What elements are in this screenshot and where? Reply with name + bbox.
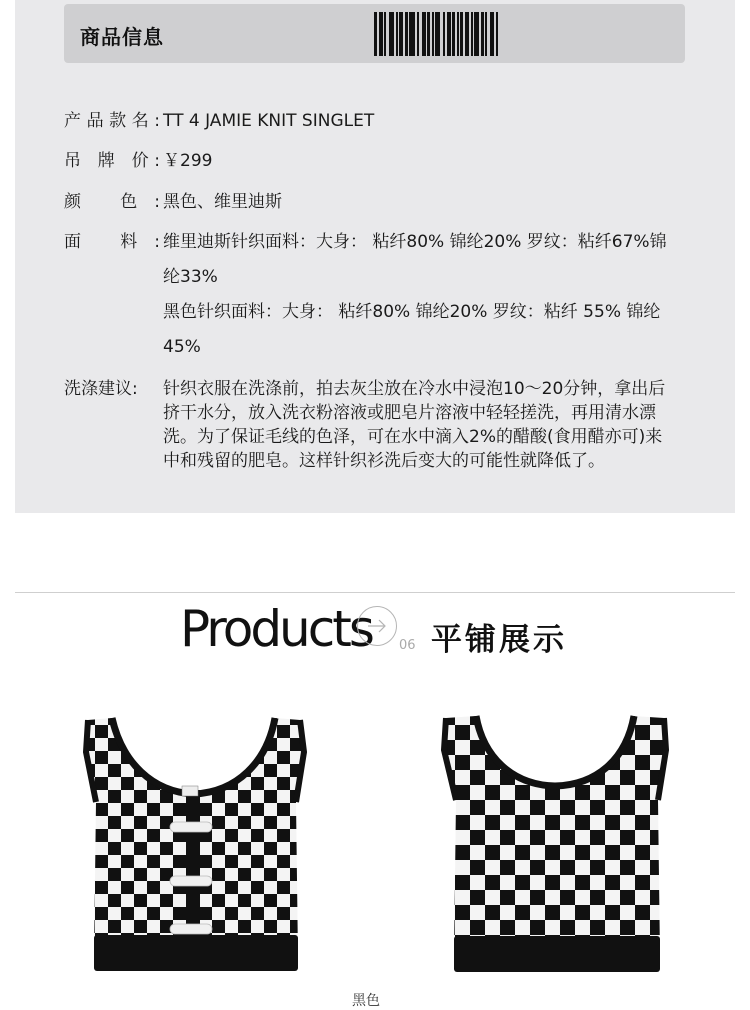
products-title: Products [180,600,372,658]
spec-value-line: 纶33% [163,267,218,287]
spec-value-line: 黑色针织面料：大身： 粘纤80% 锦纶20% 罗纹：粘纤 55% 锦纶 [163,302,661,322]
spec-label: 吊 牌 价: [64,151,160,171]
spec-label: 产品款名: [64,111,160,131]
barcode-icon [374,12,674,56]
spec-label: 颜 色: [64,192,160,212]
section-divider [15,592,735,593]
spec-value [163,377,690,473]
spec-value-line: 针织衣服在洗涤前，拍去灰尘放在冷水中浸泡10～20分钟，拿出后 [163,379,666,399]
product-info-header [64,4,685,63]
spec-value-line: 洗。为了保证毛线的色泽，可在水中滴入2%的醋酸(食用醋亦可)来 [163,427,663,447]
arrow-right-circle-icon [356,605,398,647]
spec-label: 洗涤建议: [64,379,138,399]
spec-value: ￥299 [163,151,213,171]
product-info-panel [15,0,735,513]
spec-label: 面 料: [64,232,160,252]
spec-value: TT 4 JAMIE KNIT SINGLET [163,111,375,131]
tank-top-front-image [82,712,307,974]
spec-value-line: 维里迪斯针织面料：大身： 粘纤80% 锦纶20% 罗纹：粘纤67%锦 [163,232,667,252]
product-info-title: 商品信息 [80,25,164,49]
color-caption: 黑色 [352,993,380,1009]
spec-value-line: 中和残留的肥皂。这样针织衫洗后变大的可能性就降低了。 [163,451,605,471]
tank-top-back-image [440,710,670,975]
flat-display-title: 平铺展示 [431,622,567,658]
spec-value-line: 45% [163,337,201,357]
spec-value-line: 挤干水分，放入洗衣粉溶液或肥皂片溶液中轻轻搓洗，再用清水漂 [163,403,656,423]
spec-value [163,225,690,365]
spec-value: 黑色、维里迪斯 [163,192,282,212]
barcode-bar [498,12,499,56]
section-number: 06 [399,638,416,653]
